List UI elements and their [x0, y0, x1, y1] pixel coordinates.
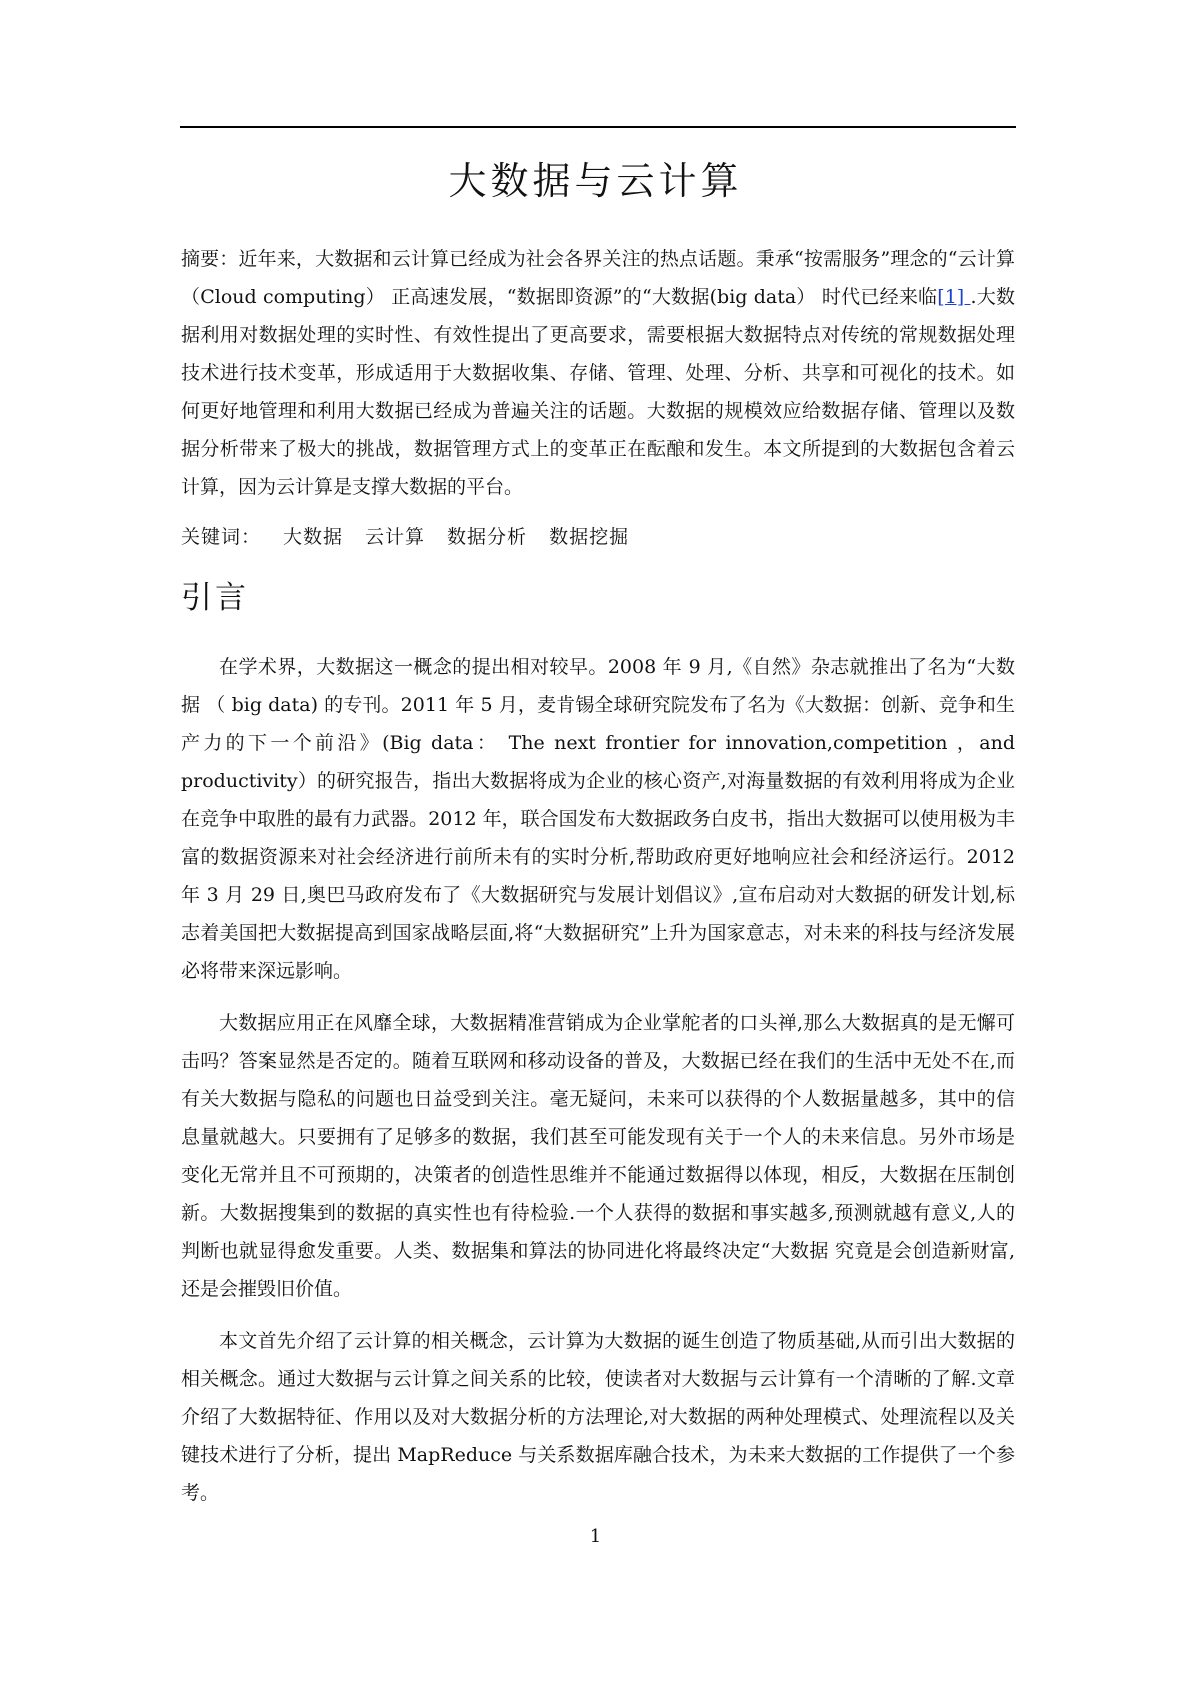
body-paragraph: 大数据应用正在风靡全球，大数据精准营销成为企业掌舵者的口头禅,那么大数据真的是无懈可击吗？答案显然是否定的。随着互联网和移动设备的普及，大数据已经在我们的生活中无处不在,而有关大数据与隐私的问题也日益受到关注。毫无疑问，未来可以获得的个人数据量越多，其中的信息量就越大。只要拥有了足够多的数据，我们甚至可能发现有关于一个人的未来信息。另外市场是变化无常并且不可预期的，决策者的创造性思维并不能通过数据得以体现，相反，大数据在压制创新。大数据搜集到的数据的真实性也有待检验.一个人获得的数据和事实越多,预测就越有意义,人的判断也就显得愈发重要。人类、数据集和算法的协同进化将最终决定“大数据 究竟是会创造新财富,还是会摧毁旧价值。 — [181, 1012, 1015, 1300]
page-title: 大数据与云计算 — [448, 159, 743, 203]
keyword: 数据分析 — [447, 526, 528, 548]
keyword: 大数据 — [283, 526, 344, 548]
section-heading: 引言 — [181, 580, 249, 616]
citation-link[interactable]: [1] — [937, 286, 971, 308]
abstract-text-2: .大数据利用对数据处理的实时性、有效性提出了更高要求，需要根据大数据特点对传统的常规数据处理技术进行技术变革，形成适用于大数据收集、存储、管理、处理、分析、共享和可视化的技术。如何更好地管理和利用大数据已经成为普遍关注的话题。大数据的规模效应给数据存储、管理以及数据分析带来了极大的挑战，数据管理方式上的变革正在酝酿和发生。本文所提到的大数据包含着云计算，因为云计算是支撑大数据的平台。 — [181, 286, 1015, 498]
keywords — [181, 518, 1015, 556]
page-number: 1 — [589, 1526, 602, 1547]
abstract-text-1: 近年来，大数据和云计算已经成为社会各界关注的热点话题。秉承“按需服务”理念的“云计算（Cloud computing） 正高速发展，“数据即资源”的“大数据(big data） 时代已经来临 — [181, 248, 1015, 308]
body-paragraph: 在学术界，大数据这一概念的提出相对较早。2008 年 9 月,《自然》杂志就推出了名为“大数据 （ big data) 的专刊。2011 年 5 月，麦肯锡全球研究院发布了名为《大数据：创新、竞争和生产力的下一个前沿》(Big data： The next frontier for innovation,competition ，and productivity）的研究报告，指出大数据将成为企业的核心资产,对海量数据的有效利用将成为企业在竞争中取胜的最有力武器。2012 年，联合国发布大数据政务白皮书，指出大数据可以使用极为丰富的数据资源来对社会经济进行前所未有的实时分析,帮助政府更好地响应社会和经济运行。2012 年 3 月 29 日,奥巴马政府发布了《大数据研究与发展计划倡议》,宣布启动对大数据的研发计划,标志着美国把大数据提高到国家战略层面,将“大数据研究”上升为国家意志，对未来的科技与经济发展必将带来深远影响。 — [181, 656, 1015, 982]
abstract-label: 摘要： — [181, 248, 239, 270]
keyword: 数据挖掘 — [549, 526, 630, 548]
body-paragraph: 本文首先介绍了云计算的相关概念，云计算为大数据的诞生创造了物质基础,从而引出大数据的相关概念。通过大数据与云计算之间关系的比较，使读者对大数据与云计算有一个清晰的了解.文章介绍了大数据特征、作用以及对大数据分析的方法理论,对大数据的两种处理模式、处理流程以及关键技术进行了分析，提出 MapReduce 与关系数据库融合技术，为未来大数据的工作提供了一个参考。 — [181, 1330, 1015, 1504]
keywords-label: 关键词： — [181, 526, 262, 548]
header-rule — [180, 126, 1016, 128]
keyword: 云计算 — [365, 526, 426, 548]
abstract — [181, 240, 1015, 506]
